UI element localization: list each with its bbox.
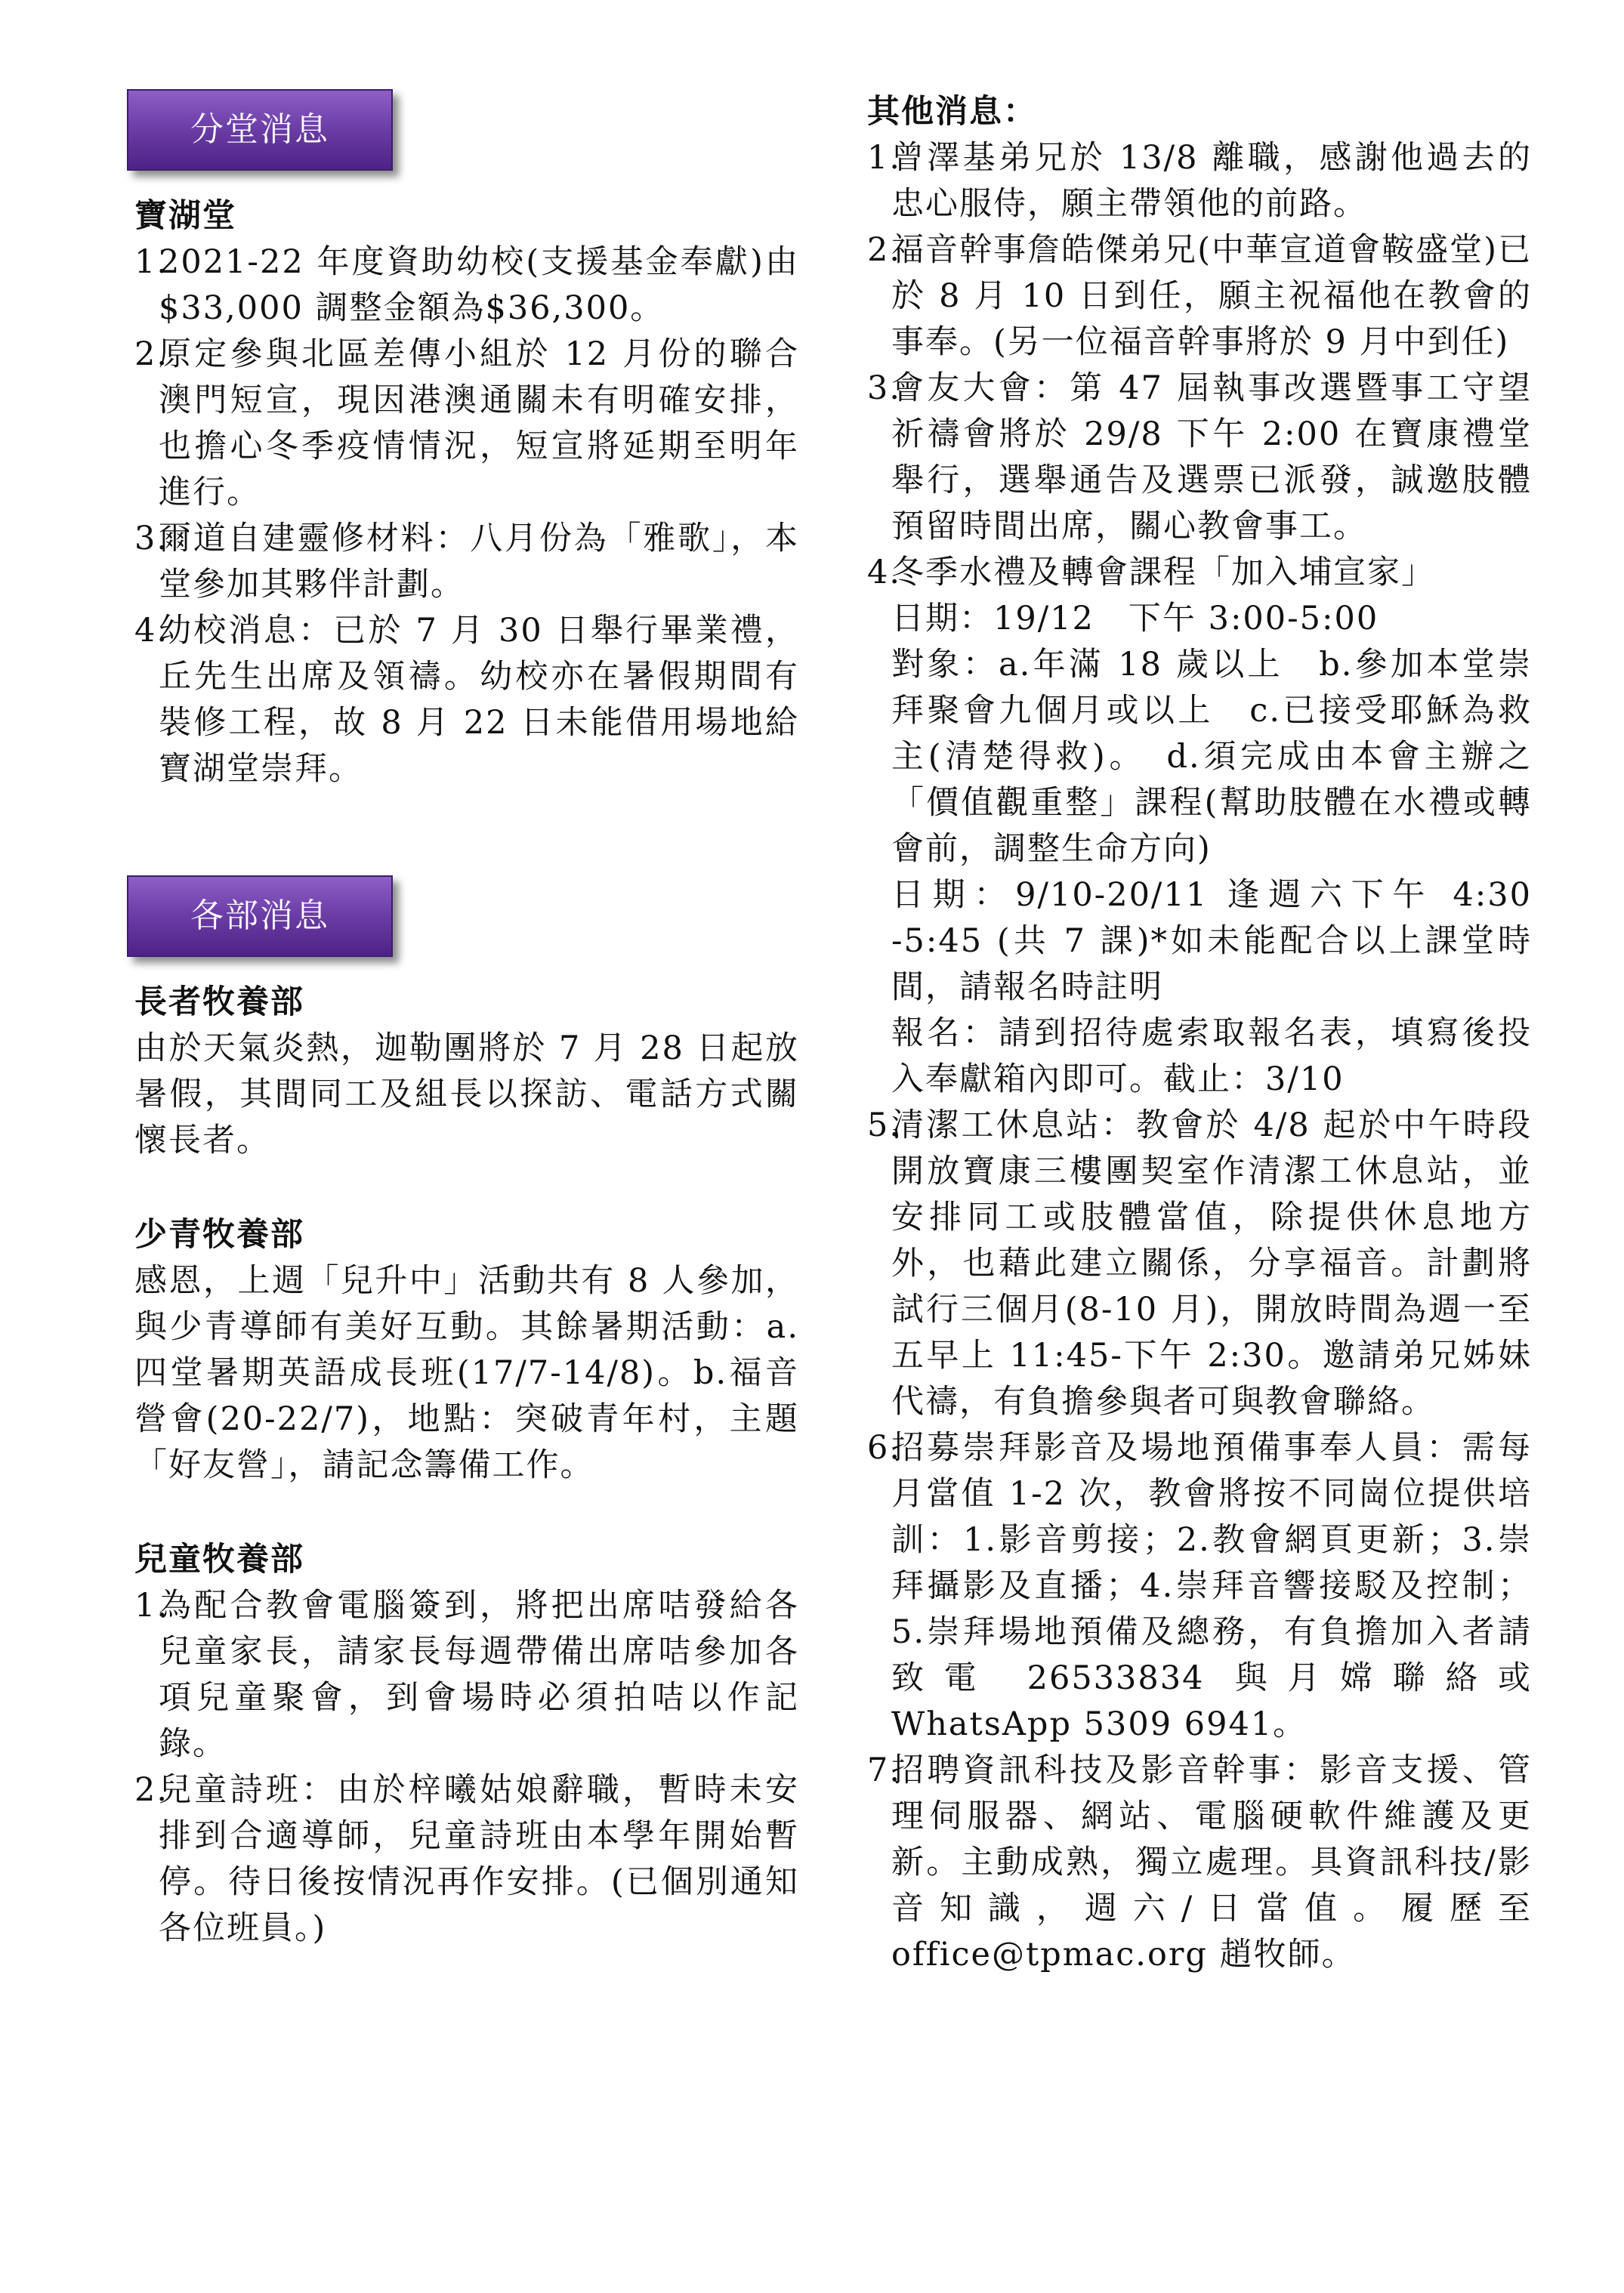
branch-item: 4. 幼校消息：已於 7 月 30 日舉行畢業禮，丘先生出席及領禱。幼校亦在暑假期間有裝修工程，故 8 月 22 日未能借用場地給寶湖堂崇拜。: [134, 612, 799, 788]
other-news-title: 其他消息：: [867, 93, 1037, 131]
baptism-course-title: 冬季水禮及轉會課程「加入埔宣家」: [891, 554, 1435, 591]
baptism-date: 日期：19/12 下午 3:00-5:00: [891, 600, 1379, 637]
department-news-banner: 各部消息: [127, 875, 393, 957]
baptism-target: 對象：a.年滿 18 歲以上 b.參加本堂崇拜聚會九個月或以上 c.已接受耶穌為救主(清楚得救)。 d.須完成由本會主辦之「價值觀重整」課程(幫助肢體在水禮或轉會前，調整生命方向): [891, 646, 1532, 868]
children-title: 兒童牧養部: [134, 1541, 304, 1579]
youth-title: 少青牧養部: [134, 1216, 304, 1254]
branch-item: 3. 爾道自建靈修材料：八月份為「雅歌」，本堂參加其夥伴計劃。: [134, 520, 799, 603]
right-column: [867, 89, 1532, 1978]
other-item: 7. 招聘資訊科技及影音幹事：影音支援、管理伺服器、網站、電腦硬軟件維護及更新。主動成熟，獨立處理。具資訊科技/影音知識，週六/日當值。履歷至 office@tpmac.org 趙牧師。: [867, 1751, 1532, 1974]
elder-title: 長者牧養部: [134, 983, 304, 1021]
registration: 報名：請到招待處索取報名表，填寫後投入奉獻箱內即可。截止：3/10: [891, 1014, 1532, 1098]
branch-item: 2. 原定參與北區差傳小組於 12 月份的聯合澳門短宣，現因港澳通關未有明確安排，也擔心冬季疫情情況，短宣將延期至明年進行。: [134, 335, 799, 511]
other-item: 3. 會友大會：第 47 屆執事改選暨事工守望祈禱會將於 29/8 下午 2:00 在寶康禮堂舉行，選舉通告及選票已派發，誠邀肢體預留時間出席，關心教會事工。: [867, 369, 1532, 545]
branch-item: 1. 2021-22 年度資助幼校(支援基金奉獻)由$33,000 調整金額為$36,300。: [134, 243, 799, 327]
left-column: [134, 89, 799, 1952]
other-item: 4. 冬季水禮及轉會課程「加入埔宣家」 日期：19/12 下午 3:00-5:00 對象：a.年滿 18 歲以上 b.參加本堂崇拜聚會九個月或以上 c.已接受耶穌為救主(清楚得救)。 d.須完成由本會主辦之「價值觀重整」課程(幫助肢體在水禮或轉會前，調整生命方向) 日期：9/10-20/11 逢週六下午 4:30 -5:45 (共 7 課)*如未能配合以上課堂時間，請報名時註明 報名：請到招待處索取報名表，填寫後投入奉獻箱內即可。截止：3/10: [867, 550, 1532, 1103]
course-date: 日期：9/10-20/11 逢週六下午 4:30 -5:45 (共 7 課)*如未能配合以上課堂時間，請報名時註明: [891, 876, 1532, 1006]
other-item: 6. 招募崇拜影音及場地預備事奉人員：需每月當值 1-2 次，教會將按不同崗位提供培訓：1.影音剪接；2.教會網頁更新；3.崇拜攝影及直播；4.崇拜音響接駁及控制；5.崇拜場地預備及總務，有負擔加入者請致電 26533834 與月嫦聯絡或 WhatsApp 5309 6941。: [867, 1429, 1532, 1743]
branch-news-banner: 分堂消息: [127, 89, 393, 171]
branch-title: 寶湖堂: [134, 197, 236, 235]
other-item: 1. 曾澤基弟兄於 13/8 離職，感謝他過去的忠心服侍，願主帶領他的前路。: [867, 139, 1532, 223]
children-item: 2. 兒童詩班：由於梓曦姑娘辭職，暫時未安排到合適導師，兒童詩班由本學年開始暫停。待日後按情況再作安排。(已個別通知各位班員。): [134, 1771, 799, 1947]
other-item: 5. 清潔工休息站：教會於 4/8 起於中午時段開放寶康三樓團契室作清潔工休息站，並安排同工或肢體當值，除提供休息地方外，也藉此建立關係，分享福音。計劃將試行三個月(8-10 月)，開放時間為週一至五早上 11:45-下午 2:30。邀請弟兄姊妹代禱，有負擔參與者可與教會聯絡。: [867, 1106, 1532, 1421]
elder-text: 由於天氣炎熱，迦勒團將於 7 月 28 日起放暑假，其間同工及組長以探訪、電話方式關懷長者。: [134, 1029, 799, 1159]
other-item: 2. 福音幹事詹皓傑弟兄(中華宣道會鞍盛堂)已於 8 月 10 日到任，願主祝福他在教會的事奉。(另一位福音幹事將於 9 月中到任): [867, 231, 1532, 361]
children-item: 1. 為配合教會電腦簽到，將把出席咭發給各兒童家長，請家長每週帶備出席咭參加各項兒童聚會，到會場時必須拍咭以作記錄。: [134, 1587, 799, 1763]
youth-text: 感恩，上週「兒升中」活動共有 8 人參加，與少青導師有美好互動。其餘暑期活動：a.四堂暑期英語成長班(17/7-14/8)。b.福音營會(20-22/7)，地點：突破青年村，主題「好友營」，請記念籌備工作。: [134, 1262, 799, 1484]
